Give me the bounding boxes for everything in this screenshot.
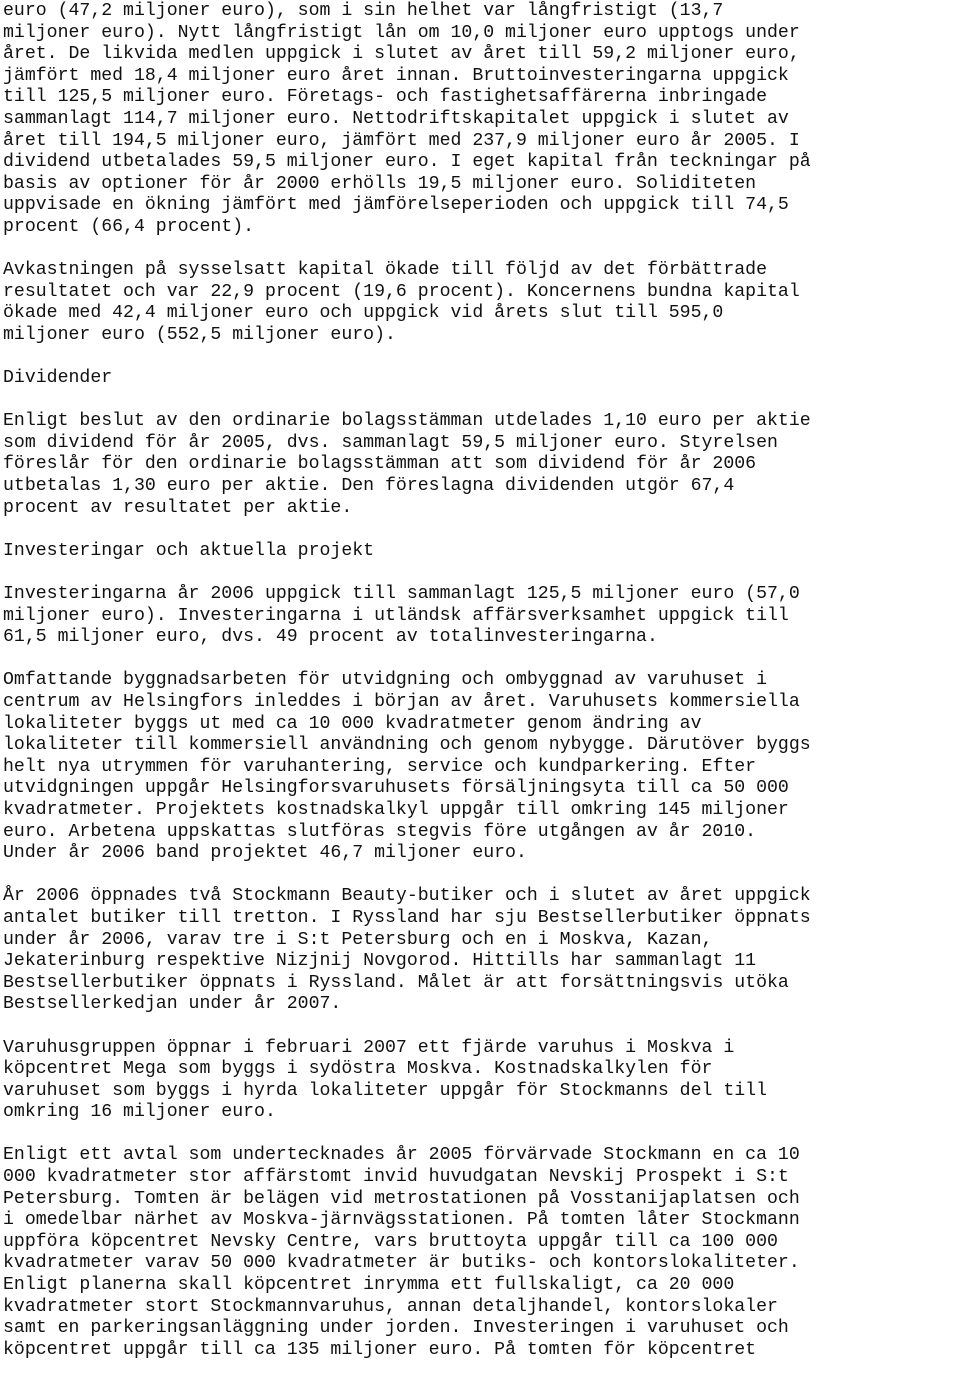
text-line: Enligt ett avtal som undertecknades år 2005 förvärvade Stockmann en ca 10 bbox=[3, 1145, 800, 1166]
text-line: Jekaterinburg respektive Nizjnij Novgorod. Hittills har sammanlagt 11 bbox=[3, 951, 757, 972]
text-line: resultatet och var 22,9 procent (19,6 procent). Koncernens bundna kapital bbox=[3, 281, 800, 302]
text-line: euro. Arbetena uppskattas slutföras stegvis före utgången av år 2010. bbox=[3, 821, 757, 842]
section-heading bbox=[3, 541, 958, 563]
text-line: sammanlagt 114,7 miljoner euro. Nettodriftskapitalet uppgick i slutet av bbox=[3, 108, 789, 129]
text-line: Enligt beslut av den ordinarie bolagsstämman utdelades 1,10 euro per aktie bbox=[3, 411, 811, 432]
text-line: lokaliteter byggs ut med ca 10 000 kvadratmeter genom ändring av bbox=[3, 713, 702, 734]
text-line: lokaliteter till kommersiell användning och genom nybygge. Därutöver byggs bbox=[3, 735, 811, 756]
text-line: miljoner euro (552,5 miljoner euro). bbox=[3, 324, 396, 345]
paragraph bbox=[3, 886, 958, 1016]
paragraph bbox=[3, 1, 958, 239]
text-line: uppföra köpcentret Nevsky Centre, vars bruttoyta uppgår till ca 100 000 bbox=[3, 1231, 778, 1252]
text-line: året till 194,5 miljoner euro, jämfört med 237,9 miljoner euro år 2005. I bbox=[3, 130, 800, 151]
paragraph bbox=[3, 584, 958, 649]
text-line: miljoner euro). Nytt långfristigt lån om 10,0 miljoner euro upptogs under bbox=[3, 22, 800, 43]
text-line: samt en parkeringsanläggning under jorden. Investeringen i varuhuset och bbox=[3, 1318, 789, 1339]
text-line: Bestsellerkedjan under år 2007. bbox=[3, 994, 342, 1015]
text-line: Varuhusgruppen öppnar i februari 2007 ett fjärde varuhus i Moskva i bbox=[3, 1037, 735, 1058]
text-line: som dividend för år 2005, dvs. sammanlagt 59,5 miljoner euro. Styrelsen bbox=[3, 432, 778, 453]
text-line: Petersburg. Tomten är belägen vid metrostationen på Vosstanijaplatsen och bbox=[3, 1188, 800, 1209]
text-line: Avkastningen på sysselsatt kapital ökade till följd av det förbättrade bbox=[3, 260, 767, 281]
paragraph bbox=[3, 260, 958, 346]
text-line: kvadratmeter varav 50 000 kvadratmeter är butiks- och kontorslokaliteter. bbox=[3, 1253, 800, 1274]
text-line: kvadratmeter stort Stockmannvaruhus, annan detaljhandel, kontorslokaler bbox=[3, 1296, 778, 1317]
text-line: dividend utbetalades 59,5 miljoner euro. I eget kapital från teckningar på bbox=[3, 152, 811, 173]
text-line: År 2006 öppnades två Stockmann Beauty-butiker och i slutet av året uppgick bbox=[3, 886, 811, 907]
text-line: jämfört med 18,4 miljoner euro året innan. Bruttoinvesteringarna uppgick bbox=[3, 65, 789, 86]
text-line: ökade med 42,4 miljoner euro och uppgick vid årets slut till 595,0 bbox=[3, 303, 724, 324]
text-line: basis av optioner för år 2000 erhölls 19,5 miljoner euro. Soliditeten bbox=[3, 173, 757, 194]
text-line: köpcentret uppgår till ca 135 miljoner euro. På tomten för köpcentret bbox=[3, 1339, 757, 1360]
heading-text: Dividender bbox=[3, 368, 113, 389]
text-line: föreslår för den ordinarie bolagsstämman att som dividend för år 2006 bbox=[3, 454, 757, 475]
text-line: till 125,5 miljoner euro. Företags- och fastighetsaffärerna inbringade bbox=[3, 87, 767, 108]
paragraph bbox=[3, 670, 958, 864]
text-line: i omedelbar närhet av Moskva-järnvägsstationen. På tomten låter Stockmann bbox=[3, 1210, 800, 1231]
section-heading bbox=[3, 368, 958, 390]
text-line: 61,5 miljoner euro, dvs. 49 procent av totalinvesteringarna. bbox=[3, 627, 658, 648]
text-line: året. De likvida medlen uppgick i slutet av året till 59,2 miljoner euro, bbox=[3, 44, 800, 65]
paragraph bbox=[3, 1038, 958, 1124]
text-line: Bestsellerbutiker öppnats i Ryssland. Målet är att forsättningsvis utöka bbox=[3, 972, 789, 993]
text-line: Enligt planerna skall köpcentret inrymma ett fullskaligt, ca 20 000 bbox=[3, 1275, 735, 1296]
text-line: procent av resultatet per aktie. bbox=[3, 497, 353, 518]
text-line: procent (66,4 procent). bbox=[3, 216, 255, 237]
text-line: miljoner euro). Investeringarna i utländsk affärsverksamhet uppgick till bbox=[3, 605, 789, 626]
heading-text: Investeringar och aktuella projekt bbox=[3, 540, 375, 561]
text-line: varuhuset som byggs i hyrda lokaliteter uppgår för Stockmanns del till bbox=[3, 1080, 767, 1101]
text-line: Investeringarna år 2006 uppgick till sammanlagt 125,5 miljoner euro (57,0 bbox=[3, 584, 800, 605]
paragraph bbox=[3, 411, 958, 519]
text-line: Under år 2006 band projektet 46,7 miljoner euro. bbox=[3, 843, 527, 864]
text-line: kvadratmeter. Projektets kostnadskalkyl uppgår till omkring 145 miljoner bbox=[3, 799, 789, 820]
text-line: 000 kvadratmeter stor affärstomt invid huvudgatan Nevskij Prospekt i S:t bbox=[3, 1167, 789, 1188]
document-body bbox=[3, 1, 958, 1383]
text-line: utvidgningen uppgår Helsingforsvaruhusets försäljningsyta till ca 50 000 bbox=[3, 778, 789, 799]
text-line: köpcentret Mega som byggs i sydöstra Moskva. Kostnadskalkylen för bbox=[3, 1059, 713, 1080]
text-line: Omfattande byggnadsarbeten för utvidgning och ombyggnad av varuhuset i bbox=[3, 670, 767, 691]
text-line: omkring 16 miljoner euro. bbox=[3, 1102, 276, 1123]
text-line: centrum av Helsingfors inleddes i början av året. Varuhusets kommersiella bbox=[3, 692, 800, 712]
paragraph bbox=[3, 1145, 958, 1361]
text-line: antalet butiker till tretton. I Ryssland har sju Bestsellerbutiker öppnats bbox=[3, 907, 811, 928]
text-line: under år 2006, varav tre i S:t Petersburg och en i Moskva, Kazan, bbox=[3, 929, 713, 950]
text-line: uppvisade en ökning jämfört med jämförelseperioden och uppgick till 74,5 bbox=[3, 195, 789, 216]
text-line: utbetalas 1,30 euro per aktie. Den föreslagna dividenden utgör 67,4 bbox=[3, 476, 735, 497]
text-line: euro (47,2 miljoner euro), som i sin helhet var långfristigt (13,7 bbox=[3, 1, 724, 21]
text-line: helt nya utrymmen för varuhantering, service och kundparkering. Efter bbox=[3, 756, 757, 777]
